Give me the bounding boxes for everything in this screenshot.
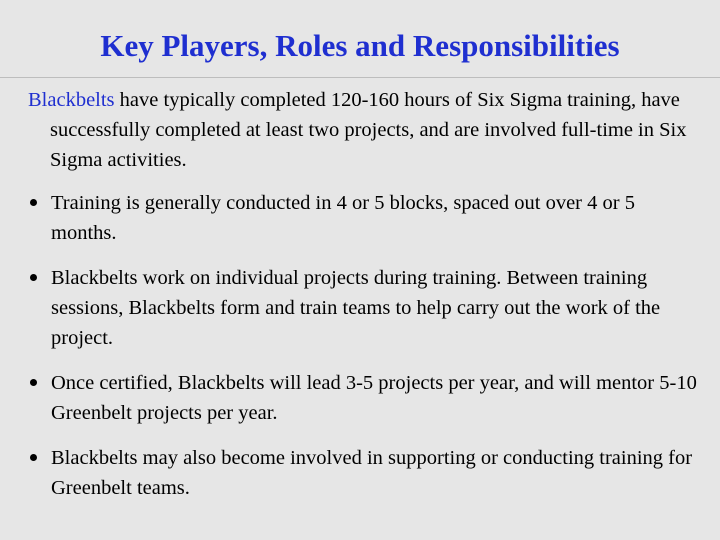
title-divider — [0, 77, 720, 78]
bullet-list — [30, 188, 700, 518]
slide-title: Key Players, Roles and Responsibilities — [100, 28, 620, 63]
bullet-text: Training is generally conducted in 4 or 5 blocks, spaced out over 4 or 5 months. — [51, 192, 635, 244]
bullet-dot-icon — [30, 199, 37, 206]
bullet-item — [30, 368, 700, 428]
bullet-item — [30, 188, 700, 248]
bullet-dot-icon — [30, 274, 37, 281]
intro-text: have typically completed 120-160 hours of Six Sigma training, have successfully completed at least two projects, and are involved full-time in Six Sigma activities. — [50, 89, 687, 171]
bullet-item — [30, 263, 700, 353]
bullet-text: Blackbelts work on individual projects during training. Between training sessions, Blackbelts form and train teams to help carry out the work of the project. — [51, 267, 661, 349]
bullet-item — [30, 443, 700, 503]
intro-paragraph — [28, 85, 700, 175]
bullet-text: Once certified, Blackbelts will lead 3-5 projects per year, and will mentor 5-10 Greenbelt projects per year. — [51, 372, 697, 424]
intro-term: Blackbelts — [28, 89, 115, 111]
bullet-dot-icon — [30, 379, 37, 386]
bullet-text: Blackbelts may also become involved in supporting or conducting training for Greenbelt teams. — [51, 447, 693, 499]
bullet-dot-icon — [30, 454, 37, 461]
